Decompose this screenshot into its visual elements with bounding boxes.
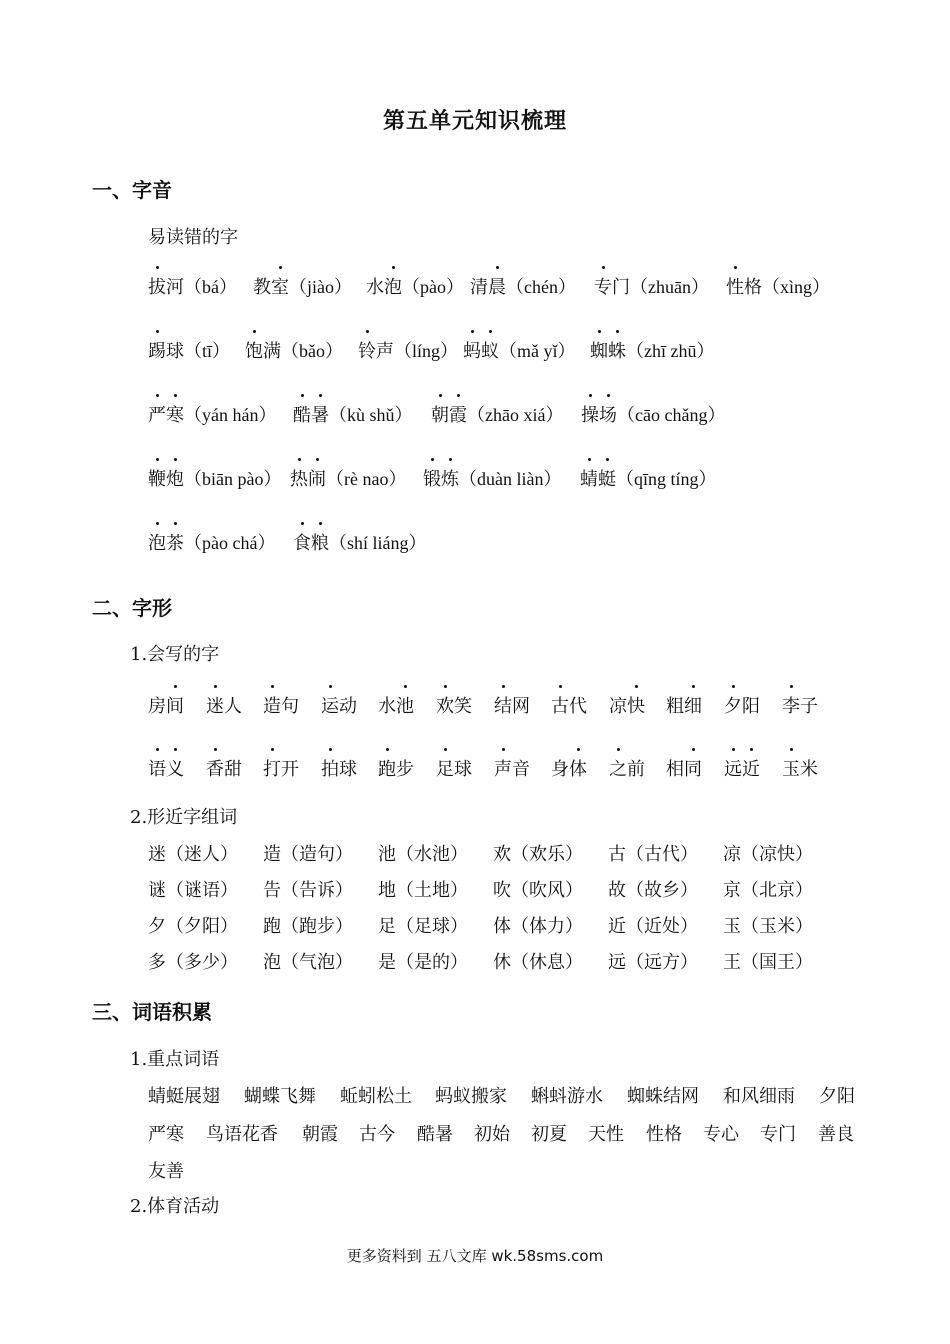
writing-word: 凉快 [609, 692, 645, 718]
writing-word: 玉米 [782, 755, 818, 781]
footer-source: 更多资料到 五八文库 wk.58sms.com [346, 1247, 604, 1265]
vocab-word: 蝌蚪游水 [531, 1086, 603, 1107]
similar-label: 2.形近字组词 [130, 807, 238, 828]
pronunciation-item: 水泡（pào） [366, 273, 464, 299]
vocab-word: 严寒 [148, 1124, 184, 1145]
similar-pair: 体（体力） [493, 916, 583, 937]
vocab-word: 性格 [646, 1124, 682, 1145]
pronunciation-item: 泡茶（pào chá） [148, 529, 275, 555]
vocab-word: 酷暑 [417, 1124, 453, 1145]
similar-pair: 故（故乡） [608, 880, 698, 901]
vocab-word: 蜻蜓展翅 [148, 1086, 220, 1107]
writing-word: 香甜 [206, 755, 242, 781]
writing-word: 造句 [263, 692, 299, 718]
pronunciation-item: 性格（xìng） [726, 273, 830, 299]
writing-word: 拍球 [321, 755, 357, 781]
similar-pair: 休（休息） [493, 952, 583, 973]
vocab-word: 初始 [474, 1124, 510, 1145]
writing-word: 夕阳 [724, 692, 760, 718]
pronunciation-item: 朝霞（zhāo xiá） [431, 401, 563, 427]
similar-pair: 足（足球） [378, 916, 468, 937]
writing-word: 远近 [724, 755, 760, 781]
pronunciation-item: 食粮（shí liáng） [293, 529, 427, 555]
similar-pair: 凉（凉快） [723, 844, 813, 865]
section-heading-writing: 二、字形 [92, 596, 172, 620]
similar-pair: 跑（跑步） [263, 916, 353, 937]
similar-pair: 泡（气泡） [263, 952, 353, 973]
vocab-word: 夕阳 [819, 1086, 855, 1107]
writing-word: 跑步 [378, 755, 414, 781]
pronunciation-item: 酷暑（kù shǔ） [293, 401, 413, 427]
vocab-word: 专门 [760, 1124, 796, 1145]
writing-word: 结网 [494, 692, 530, 718]
pronunciation-item: 严寒（yán hán） [148, 401, 276, 427]
similar-pair: 王（国王） [723, 952, 813, 973]
similar-pair: 古（古代） [608, 844, 698, 865]
writing-word: 古代 [551, 692, 587, 718]
sports-label: 2.体育活动 [130, 1196, 220, 1217]
section-heading-vocab: 三、词语积累 [92, 1000, 212, 1024]
pronunciation-label: 易读错的字 [148, 227, 238, 248]
similar-pair: 京（北京） [723, 880, 813, 901]
writing-word: 房间 [148, 692, 184, 718]
writing-word: 相同 [666, 755, 702, 781]
writing-word: 水池 [378, 692, 414, 718]
pronunciation-item: 踢球（tī） [148, 337, 230, 363]
similar-pair: 近（近处） [608, 916, 698, 937]
pronunciation-item: 铃声（líng） [358, 337, 458, 363]
similar-pair: 告（告诉） [263, 880, 353, 901]
vocab-label: 1.重点词语 [130, 1049, 220, 1070]
similar-pair: 玉（玉米） [723, 916, 813, 937]
similar-pair: 谜（谜语） [148, 880, 238, 901]
writing-word: 语义 [148, 755, 184, 781]
writing-word: 迷人 [206, 692, 242, 718]
vocab-word: 善良 [818, 1124, 854, 1145]
pronunciation-item: 锻炼（duàn liàn） [423, 465, 561, 491]
vocab-word: 蚂蚁搬家 [435, 1086, 507, 1107]
pronunciation-item: 蜘蛛（zhī zhū） [590, 337, 714, 363]
similar-pair: 远（远方） [608, 952, 698, 973]
pronunciation-item: 专门（zhuān） [594, 273, 709, 299]
pronunciation-item: 蚂蚁（mǎ yǐ） [463, 337, 576, 363]
similar-pair: 池（水池） [378, 844, 468, 865]
writing-word: 粗细 [666, 692, 702, 718]
vocab-word: 和风细雨 [723, 1086, 795, 1107]
writing-label: 1.会写的字 [130, 644, 220, 665]
vocab-word: 友善 [148, 1161, 184, 1182]
vocab-word: 古今 [359, 1124, 395, 1145]
similar-pair: 地（土地） [378, 880, 468, 901]
writing-word: 运动 [321, 692, 357, 718]
vocab-word: 初夏 [531, 1124, 567, 1145]
vocab-word: 朝霞 [302, 1124, 338, 1145]
pronunciation-item: 清晨（chén） [470, 273, 576, 299]
writing-word: 声音 [494, 755, 530, 781]
writing-word: 打开 [263, 755, 299, 781]
pronunciation-item: 操场（cāo chǎng） [581, 401, 725, 427]
pronunciation-item: 鞭炮（biān pào） [148, 465, 281, 491]
pronunciation-item: 饱满（bǎo） [245, 337, 343, 363]
pronunciation-item: 热闹（rè nao） [290, 465, 406, 491]
pronunciation-item: 蜻蜓（qīng tíng） [580, 465, 717, 491]
vocab-word: 蚯蚓松土 [340, 1086, 412, 1107]
writing-word: 足球 [436, 755, 472, 781]
pronunciation-item: 教室（jiào） [253, 273, 352, 299]
similar-pair: 是（是的） [378, 952, 468, 973]
writing-word: 身体 [551, 755, 587, 781]
pronunciation-item: 拔河（bá） [148, 273, 237, 299]
vocab-word: 蜘蛛结网 [627, 1086, 699, 1107]
similar-pair: 造（造句） [263, 844, 353, 865]
similar-pair: 吹（吹风） [493, 880, 583, 901]
vocab-word: 鸟语花香 [206, 1124, 278, 1145]
similar-pair: 多（多少） [148, 952, 238, 973]
writing-word: 之前 [609, 755, 645, 781]
vocab-word: 天性 [588, 1124, 624, 1145]
section-heading-pronunciation: 一、字音 [92, 178, 172, 202]
vocab-word: 蝴蝶飞舞 [244, 1086, 316, 1107]
writing-word: 李子 [782, 692, 818, 718]
similar-pair: 迷（迷人） [148, 844, 238, 865]
writing-word: 欢笑 [436, 692, 472, 718]
page-title: 第五单元知识梳理 [382, 109, 567, 134]
vocab-word: 专心 [703, 1124, 739, 1145]
similar-pair: 夕（夕阳） [148, 916, 238, 937]
similar-pair: 欢（欢乐） [493, 844, 583, 865]
